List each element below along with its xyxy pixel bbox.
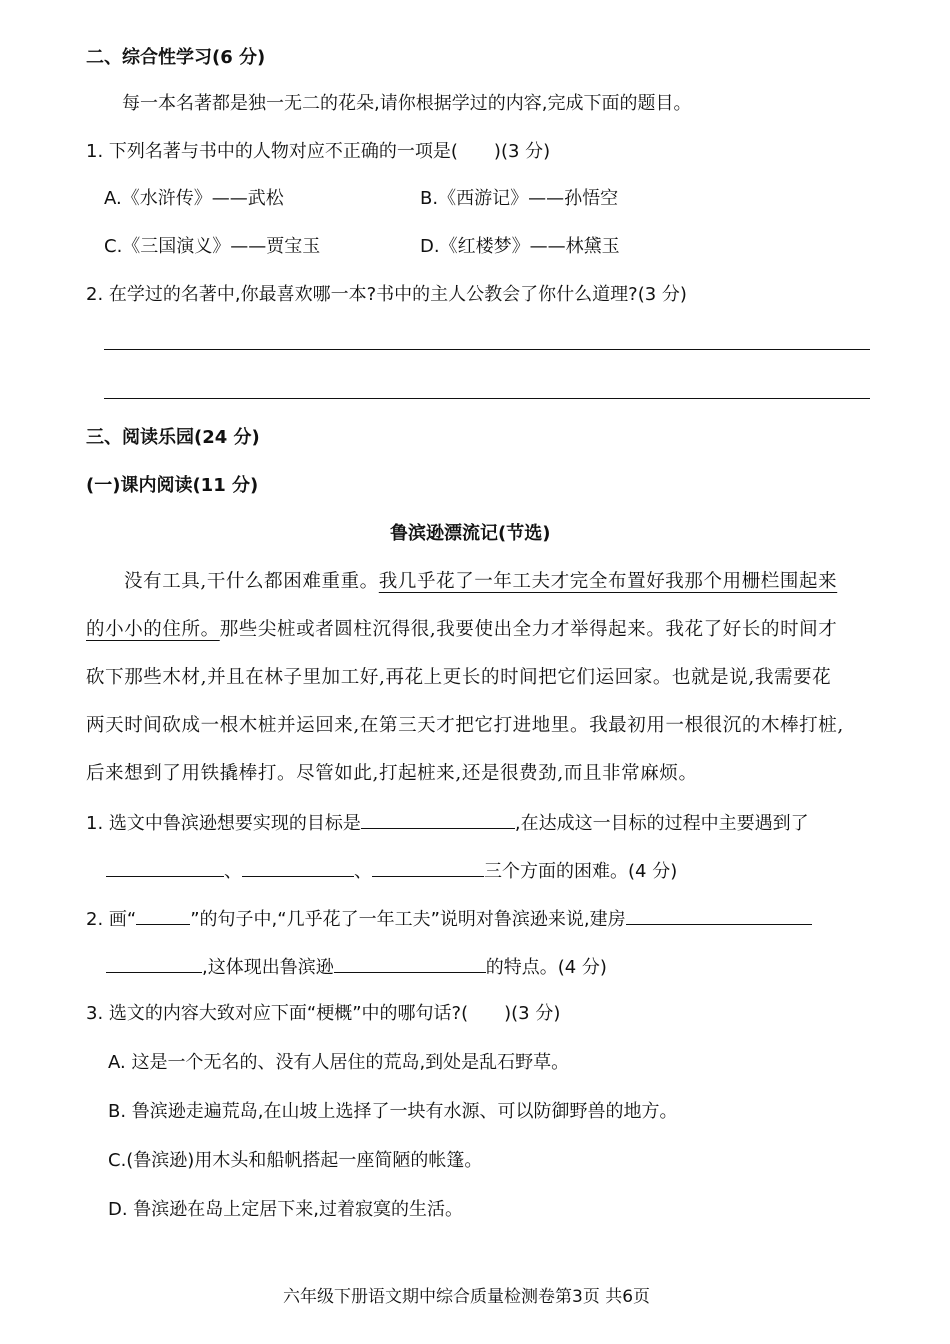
s2-q1-stem: 1. 下列名著与书中的人物对应不正确的一项是( )(3 分) (86, 141, 551, 162)
question-text: 2. 画“ (86, 909, 137, 930)
s3-q2-line-2 (106, 954, 607, 980)
s2-q1-option-d: D.《红楼梦》——林黛玉 (420, 236, 620, 257)
blank-house-building[interactable] (626, 906, 812, 925)
question-text: ,在达成这一目标的过程中主要遇到了 (514, 813, 809, 834)
s3-q3-stem: 3. 选文的内容大致对应下面“梗概”中的哪句话?( )(3 分) (86, 1003, 561, 1024)
answer-line[interactable] (104, 349, 870, 350)
passage-line-1 (124, 570, 837, 594)
passage-line-3: 砍下那些木材,并且在林子里加工好,再花上更长的时间把它们运回家。也就是说,我需要花 (86, 667, 832, 688)
blank-mark (136, 906, 190, 925)
section2-intro: 每一本名著都是独一无二的花朵,请你根据学过的内容,完成下面的题目。 (122, 93, 692, 114)
blank-difficulty-2[interactable] (242, 858, 354, 877)
s3-q1-line-1 (86, 810, 809, 836)
passage-text: 没有工具,干什么都困难重重。 (124, 571, 379, 592)
question-text: ,这体现出鲁滨逊 (202, 957, 334, 978)
s3-q1-line-2 (106, 858, 677, 884)
passage-title: 鲁滨逊漂流记(节选) (390, 523, 551, 544)
s3-q3-option-c: C.(鲁滨逊)用木头和船帆搭起一座简陋的帐篷。 (108, 1150, 483, 1171)
s2-q2-stem: 2. 在学过的名著中,你最喜欢哪一本?书中的主人公教会了你什么道理?(3 分) (86, 284, 687, 305)
question-text: ”的句子中,“几乎花了一年工夫”说明对鲁滨逊来说,建房 (190, 909, 626, 930)
separator: 、 (224, 861, 242, 882)
s3-q2-line-1 (86, 906, 812, 932)
question-text: 三个方面的困难。(4 分) (484, 861, 678, 882)
section3-heading: 三、阅读乐园(24 分) (86, 427, 260, 448)
blank-house-building-cont[interactable] (106, 954, 202, 973)
question-text: 1. 选文中鲁滨逊想要实现的目标是 (86, 813, 361, 834)
blank-goal[interactable] (361, 810, 515, 829)
s2-q1-option-a: A.《水浒传》——武松 (104, 188, 284, 209)
passage-line-4: 两天时间砍成一根木桩并运回来,在第三天才把它打进地里。我最初用一根很沉的木棒打桩, (86, 715, 844, 736)
marked-sentence: 我几乎花了一年工夫才完全布置好我那个用栅栏围起来 (378, 571, 838, 592)
passage-line-2 (86, 618, 837, 642)
question-text: 的特点。(4 分) (485, 957, 607, 978)
section2-heading: 二、综合性学习(6 分) (86, 47, 266, 68)
separator: 、 (354, 861, 372, 882)
passage-line-5: 后来想到了用铁撬棒打。尽管如此,打起桩来,还是很费劲,而且非常麻烦。 (86, 763, 698, 784)
blank-trait[interactable] (334, 954, 486, 973)
s2-q1-option-c: C.《三国演义》——贾宝玉 (104, 236, 321, 257)
s3-q3-option-b: B. 鲁滨逊走遍荒岛,在山坡上选择了一块有水源、可以防御野兽的地方。 (108, 1101, 678, 1122)
blank-difficulty-1[interactable] (106, 858, 224, 877)
s3-q3-option-a: A. 这是一个无名的、没有人居住的荒岛,到处是乱石野草。 (108, 1052, 570, 1073)
passage-text: 那些尖桩或者圆柱沉得很,我要使出全力才举得起来。我花了好长的时间才 (219, 619, 838, 640)
page-footer: 六年级下册语文期中综合质量检测卷第3页 共6页 (283, 1287, 651, 1307)
answer-line[interactable] (104, 398, 870, 399)
s3-q3-option-d: D. 鲁滨逊在岛上定居下来,过着寂寞的生活。 (108, 1199, 464, 1220)
section3-subheading: (一)课内阅读(11 分) (86, 475, 259, 496)
s2-q1-option-b: B.《西游记》——孙悟空 (420, 188, 619, 209)
marked-sentence: 的小小的住所。 (86, 619, 220, 640)
blank-difficulty-3[interactable] (372, 858, 484, 877)
